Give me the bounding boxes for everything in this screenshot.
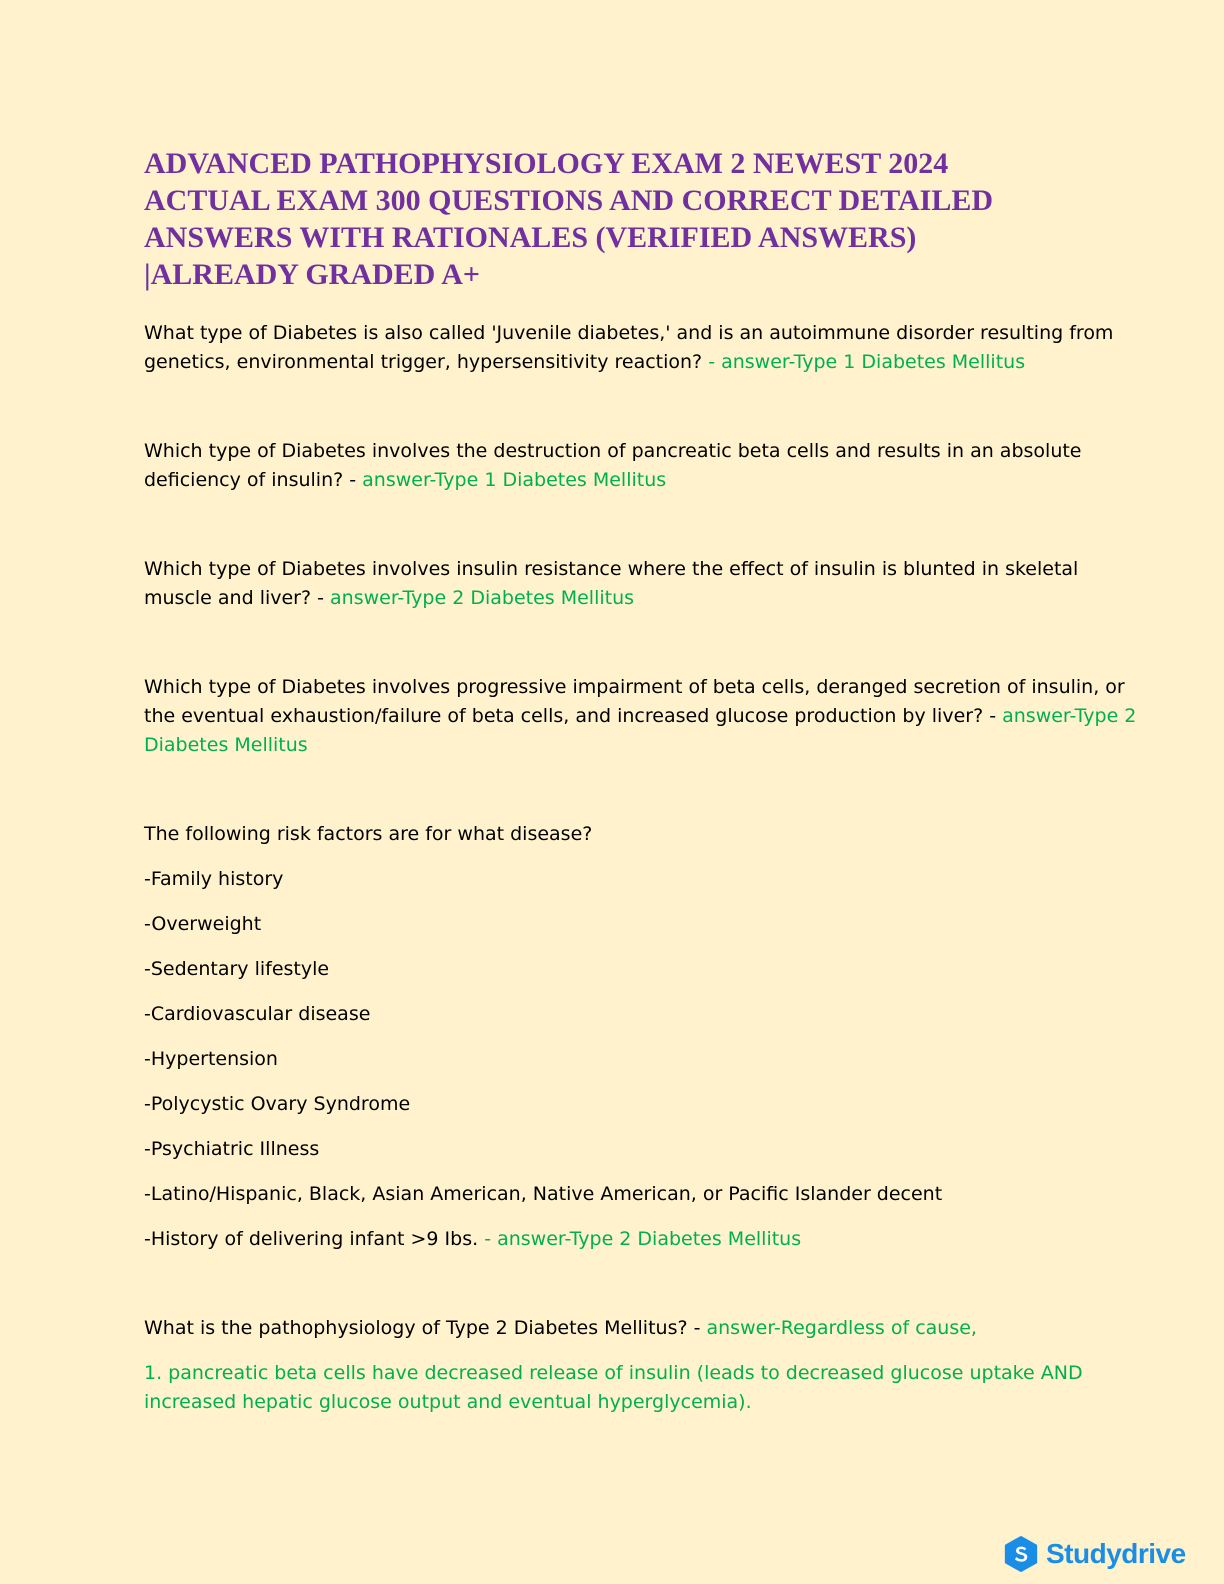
title-line: ACTUAL EXAM 300 QUESTIONS AND CORRECT DETAILED [144,184,994,217]
question-block [144,1314,1089,1417]
question-line [144,466,1089,495]
title-line: ANSWERS WITH RATIONALES (VERIFIED ANSWERS) [144,221,917,254]
risk-factor-item: -Overweight [144,913,262,935]
question-block [144,319,1114,377]
risk-factor-item: -Sedentary lifestyle [144,958,330,980]
question-block [144,437,1089,495]
question-text: Which type of Diabetes involves progressive impairment of beta cells, deranged secretion of insulin, or [144,676,1125,698]
question-text: -History of delivering infant >9 Ibs. [144,1228,485,1250]
question-line [144,348,1089,377]
risk-factor-item: -Cardiovascular disease [144,1003,371,1025]
title-line: ADVANCED PATHOPHYSIOLOGY EXAM 2 NEWEST 2024 [144,147,949,180]
answer-text: - answer-Type 1 Diabetes Mellitus [708,351,1026,373]
question-line [144,1314,1089,1343]
studydrive-logo[interactable] [1002,1535,1186,1573]
answer-text: 1. pancreatic beta cells have decreased release of insulin (leads to decreased glucose uptake AND [144,1362,1083,1384]
question-text: What type of Diabetes is also called 'Juvenile diabetes,' and is an autoimmune disorder resulting from [144,322,1114,344]
question-text: deficiency of insulin? - [144,469,363,491]
risk-factor-item: -Hypertension [144,1048,278,1070]
question-text: Which type of Diabetes involves the destruction of pancreatic beta cells and results in an absolute [144,440,1082,462]
answer-text: answer-Type 2 [1002,705,1137,727]
risk-factor-item: -Latino/Hispanic, Black, Asian American, Native American, or Pacific Islander decent [144,1183,943,1205]
answer-text: answer-Regardless of cause, [706,1317,977,1339]
studydrive-logo-icon [1002,1535,1040,1573]
question-line [144,584,1089,613]
question-block [144,555,1089,613]
risk-factor-item: -Polycystic Ovary Syndrome [144,1093,411,1115]
question-line [144,702,1137,731]
document-page [144,145,1137,1417]
question-text: genetics, environmental trigger, hypersensitivity reaction? [144,351,709,373]
title-line: |ALREADY GRADED A+ [144,258,480,291]
answer-text: answer-Type 2 Diabetes Mellitus [330,587,635,609]
answer-text: - answer-Type 2 Diabetes Mellitus [484,1228,802,1250]
answer-text: Diabetes Mellitus [144,734,308,756]
question-text: Which type of Diabetes involves insulin resistance where the effect of insulin is blunted in skeletal [144,558,1079,580]
answer-text: answer-Type 1 Diabetes Mellitus [362,469,667,491]
question-block [144,673,1137,760]
question-text: What is the pathophysiology of Type 2 Diabetes Mellitus? - [144,1317,707,1339]
risk-factor-item [144,1225,1089,1254]
risk-factor-item: -Family history [144,868,284,890]
document-title [144,145,1089,293]
answer-text: increased hepatic glucose output and eventual hyperglycemia). [144,1391,752,1413]
studydrive-logo-text: Studydrive [1046,1538,1186,1569]
question-block [144,820,1089,1254]
risk-factor-item: -Psychiatric Illness [144,1138,320,1160]
question-text: The following risk factors are for what disease? [144,823,593,845]
question-text: muscle and liver? - [144,587,331,609]
question-text: the eventual exhaustion/failure of beta cells, and increased glucose production by liver? - [144,705,1003,727]
